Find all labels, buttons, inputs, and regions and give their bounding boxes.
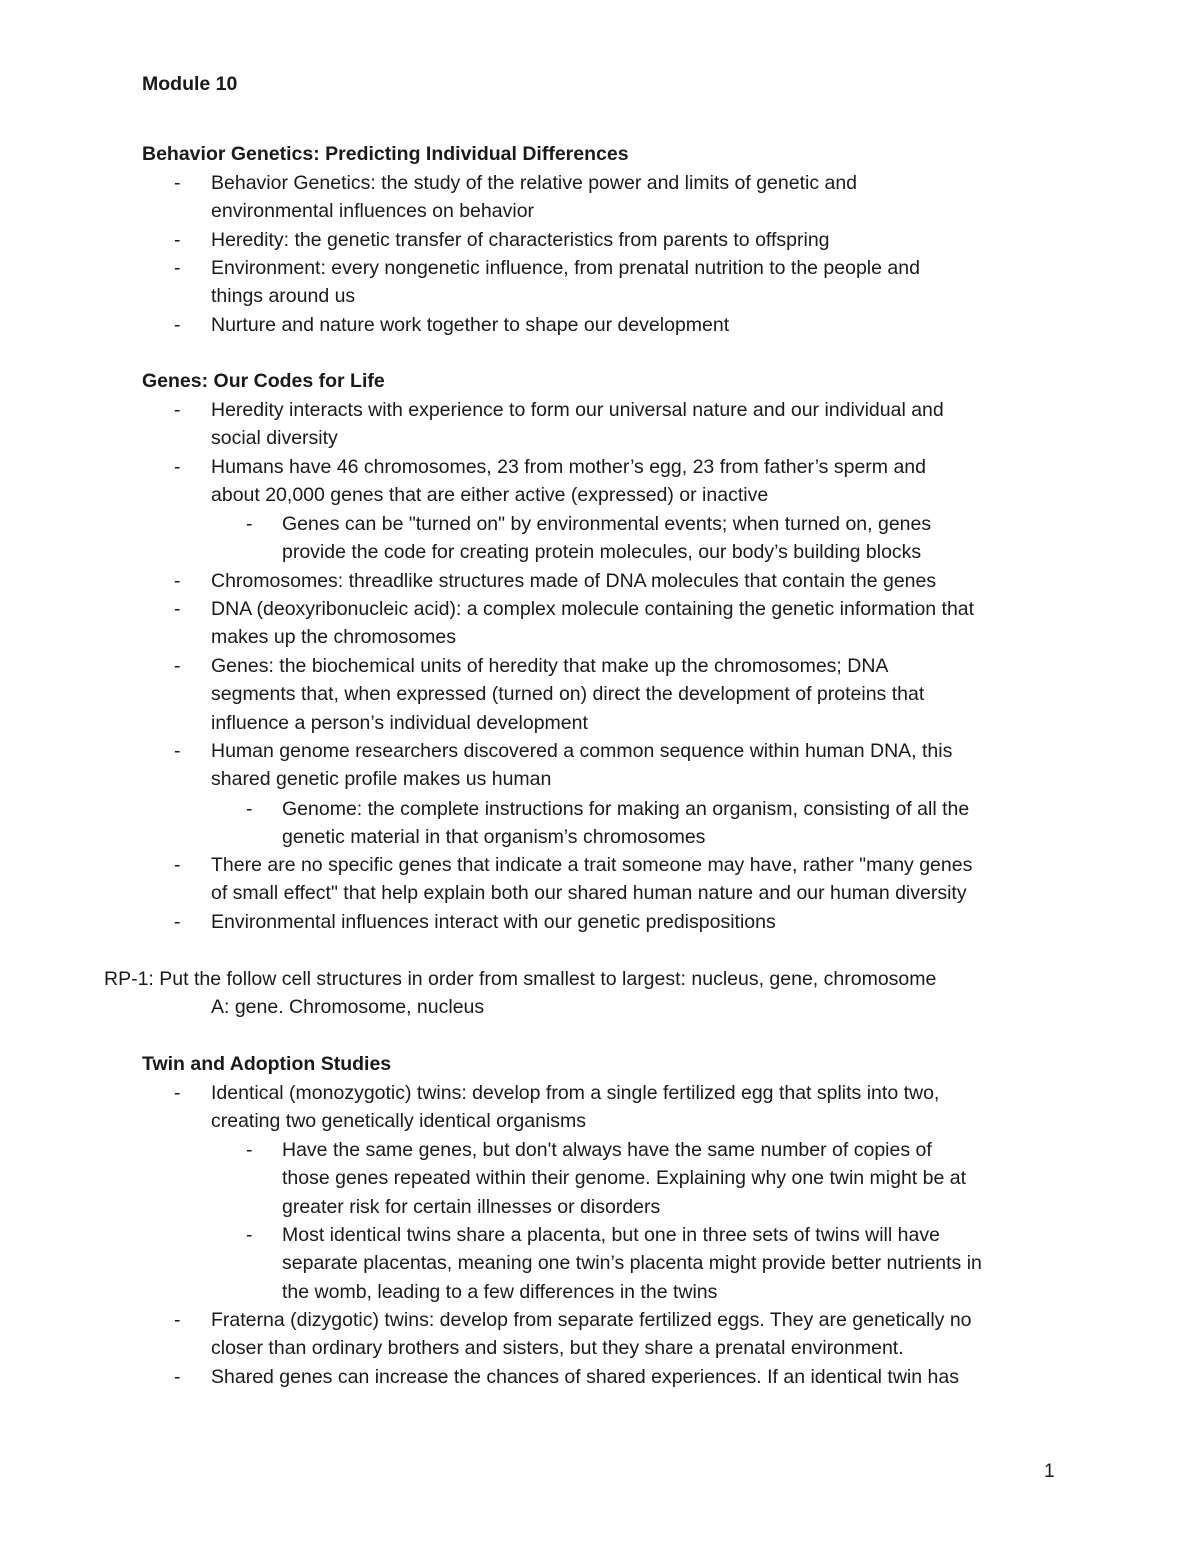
list-item: Most identical twins share a placenta, but one in three sets of twins will have separate placentas, meaning one twin’s placenta might provide better nutrients in the womb, leading to a few differences in the twins — [282, 1224, 982, 1303]
list-item: DNA (deoxyribonucleic acid): a complex molecule containing the genetic information that makes up the chromosomes — [211, 598, 975, 649]
bullet-dash: - — [174, 1309, 181, 1331]
bullet-dash: - — [246, 1139, 253, 1161]
bullet-dash: - — [174, 655, 181, 677]
bullet-dash: - — [174, 456, 181, 478]
list-item: Chromosomes: threadlike structures made of DNA molecules that contain the genes — [211, 570, 937, 592]
bullet-dash: - — [174, 172, 181, 194]
list-item: Heredity: the genetic transfer of characteristics from parents to offspring — [211, 229, 830, 251]
bullet-dash: - — [174, 598, 181, 620]
bullet-dash: - — [174, 570, 181, 592]
section-heading-genes: Genes: Our Codes for Life — [142, 370, 385, 392]
list-item: Fraterna (dizygotic) twins: develop from separate fertilized eggs. They are genetically no closer than ordinary brothers and sisters, but they share a prenatal environment. — [211, 1309, 972, 1360]
list-item: Genes can be "turned on" by environmental events; when turned on, genes provide the code for creating protein molecules, our body’s building blocks — [282, 513, 932, 564]
bullet-dash: - — [174, 911, 181, 933]
bullet-dash: - — [174, 229, 181, 251]
page-number: 1 — [1044, 1461, 1055, 1482]
page-title: Module 10 — [142, 73, 238, 95]
bullet-dash: - — [246, 798, 253, 820]
bullet-dash: - — [174, 1082, 181, 1104]
list-item: Genome: the complete instructions for making an organism, consisting of all the genetic material in that organism’s chromosomes — [282, 798, 970, 849]
bullet-dash: - — [246, 1224, 253, 1246]
bullet-dash: - — [174, 740, 181, 762]
list-item: Have the same genes, but don't always have the same number of copies of those genes repeated within their genome. Explaining why one twin might be at greater risk for certain illnesses or disorders — [282, 1139, 967, 1218]
review-answer: A: gene. Chromosome, nucleus — [211, 996, 485, 1018]
section-heading-behavior-genetics: Behavior Genetics: Predicting Individual Differences — [142, 143, 629, 165]
list-item: Behavior Genetics: the study of the relative power and limits of genetic and environmental influences on behavior — [211, 172, 858, 223]
list-item: Nurture and nature work together to shape our development — [211, 314, 730, 336]
bullet-dash: - — [174, 257, 181, 279]
bullet-dash: - — [246, 513, 253, 535]
list-item: Environmental influences interact with our genetic predispositions — [211, 911, 776, 933]
bullet-dash: - — [174, 314, 181, 336]
list-item: Genes: the biochemical units of heredity that make up the chromosomes; DNA segments that, when expressed (turned on) direct the development of proteins that influence a person’s individual development — [211, 655, 925, 734]
list-item: Human genome researchers discovered a common sequence within human DNA, this shared genetic profile makes us human — [211, 740, 953, 791]
list-item: There are no specific genes that indicate a trait someone may have, rather "many genes of small effect" that help explain both our shared human nature and our human diversity — [211, 854, 973, 905]
list-item: Shared genes can increase the chances of shared experiences. If an identical twin has — [211, 1366, 959, 1388]
list-item: Humans have 46 chromosomes, 23 from mother’s egg, 23 from father’s sperm and about 20,000 genes that are either active (expressed) or inactive — [211, 456, 926, 507]
list-item: Heredity interacts with experience to form our universal nature and our individual and social diversity — [211, 399, 944, 450]
section-heading-twin-adoption: Twin and Adoption Studies — [142, 1053, 392, 1075]
review-question: RP-1: Put the follow cell structures in order from smallest to largest: nucleus, gene, chromosome — [104, 968, 937, 990]
bullet-dash: - — [174, 399, 181, 421]
list-item: Identical (monozygotic) twins: develop from a single fertilized egg that splits into two, creating two genetically identical organisms — [211, 1082, 940, 1133]
list-item: Environment: every nongenetic influence, from prenatal nutrition to the people and things around us — [211, 257, 920, 308]
bullet-dash: - — [174, 1366, 181, 1388]
bullet-dash: - — [174, 854, 181, 876]
